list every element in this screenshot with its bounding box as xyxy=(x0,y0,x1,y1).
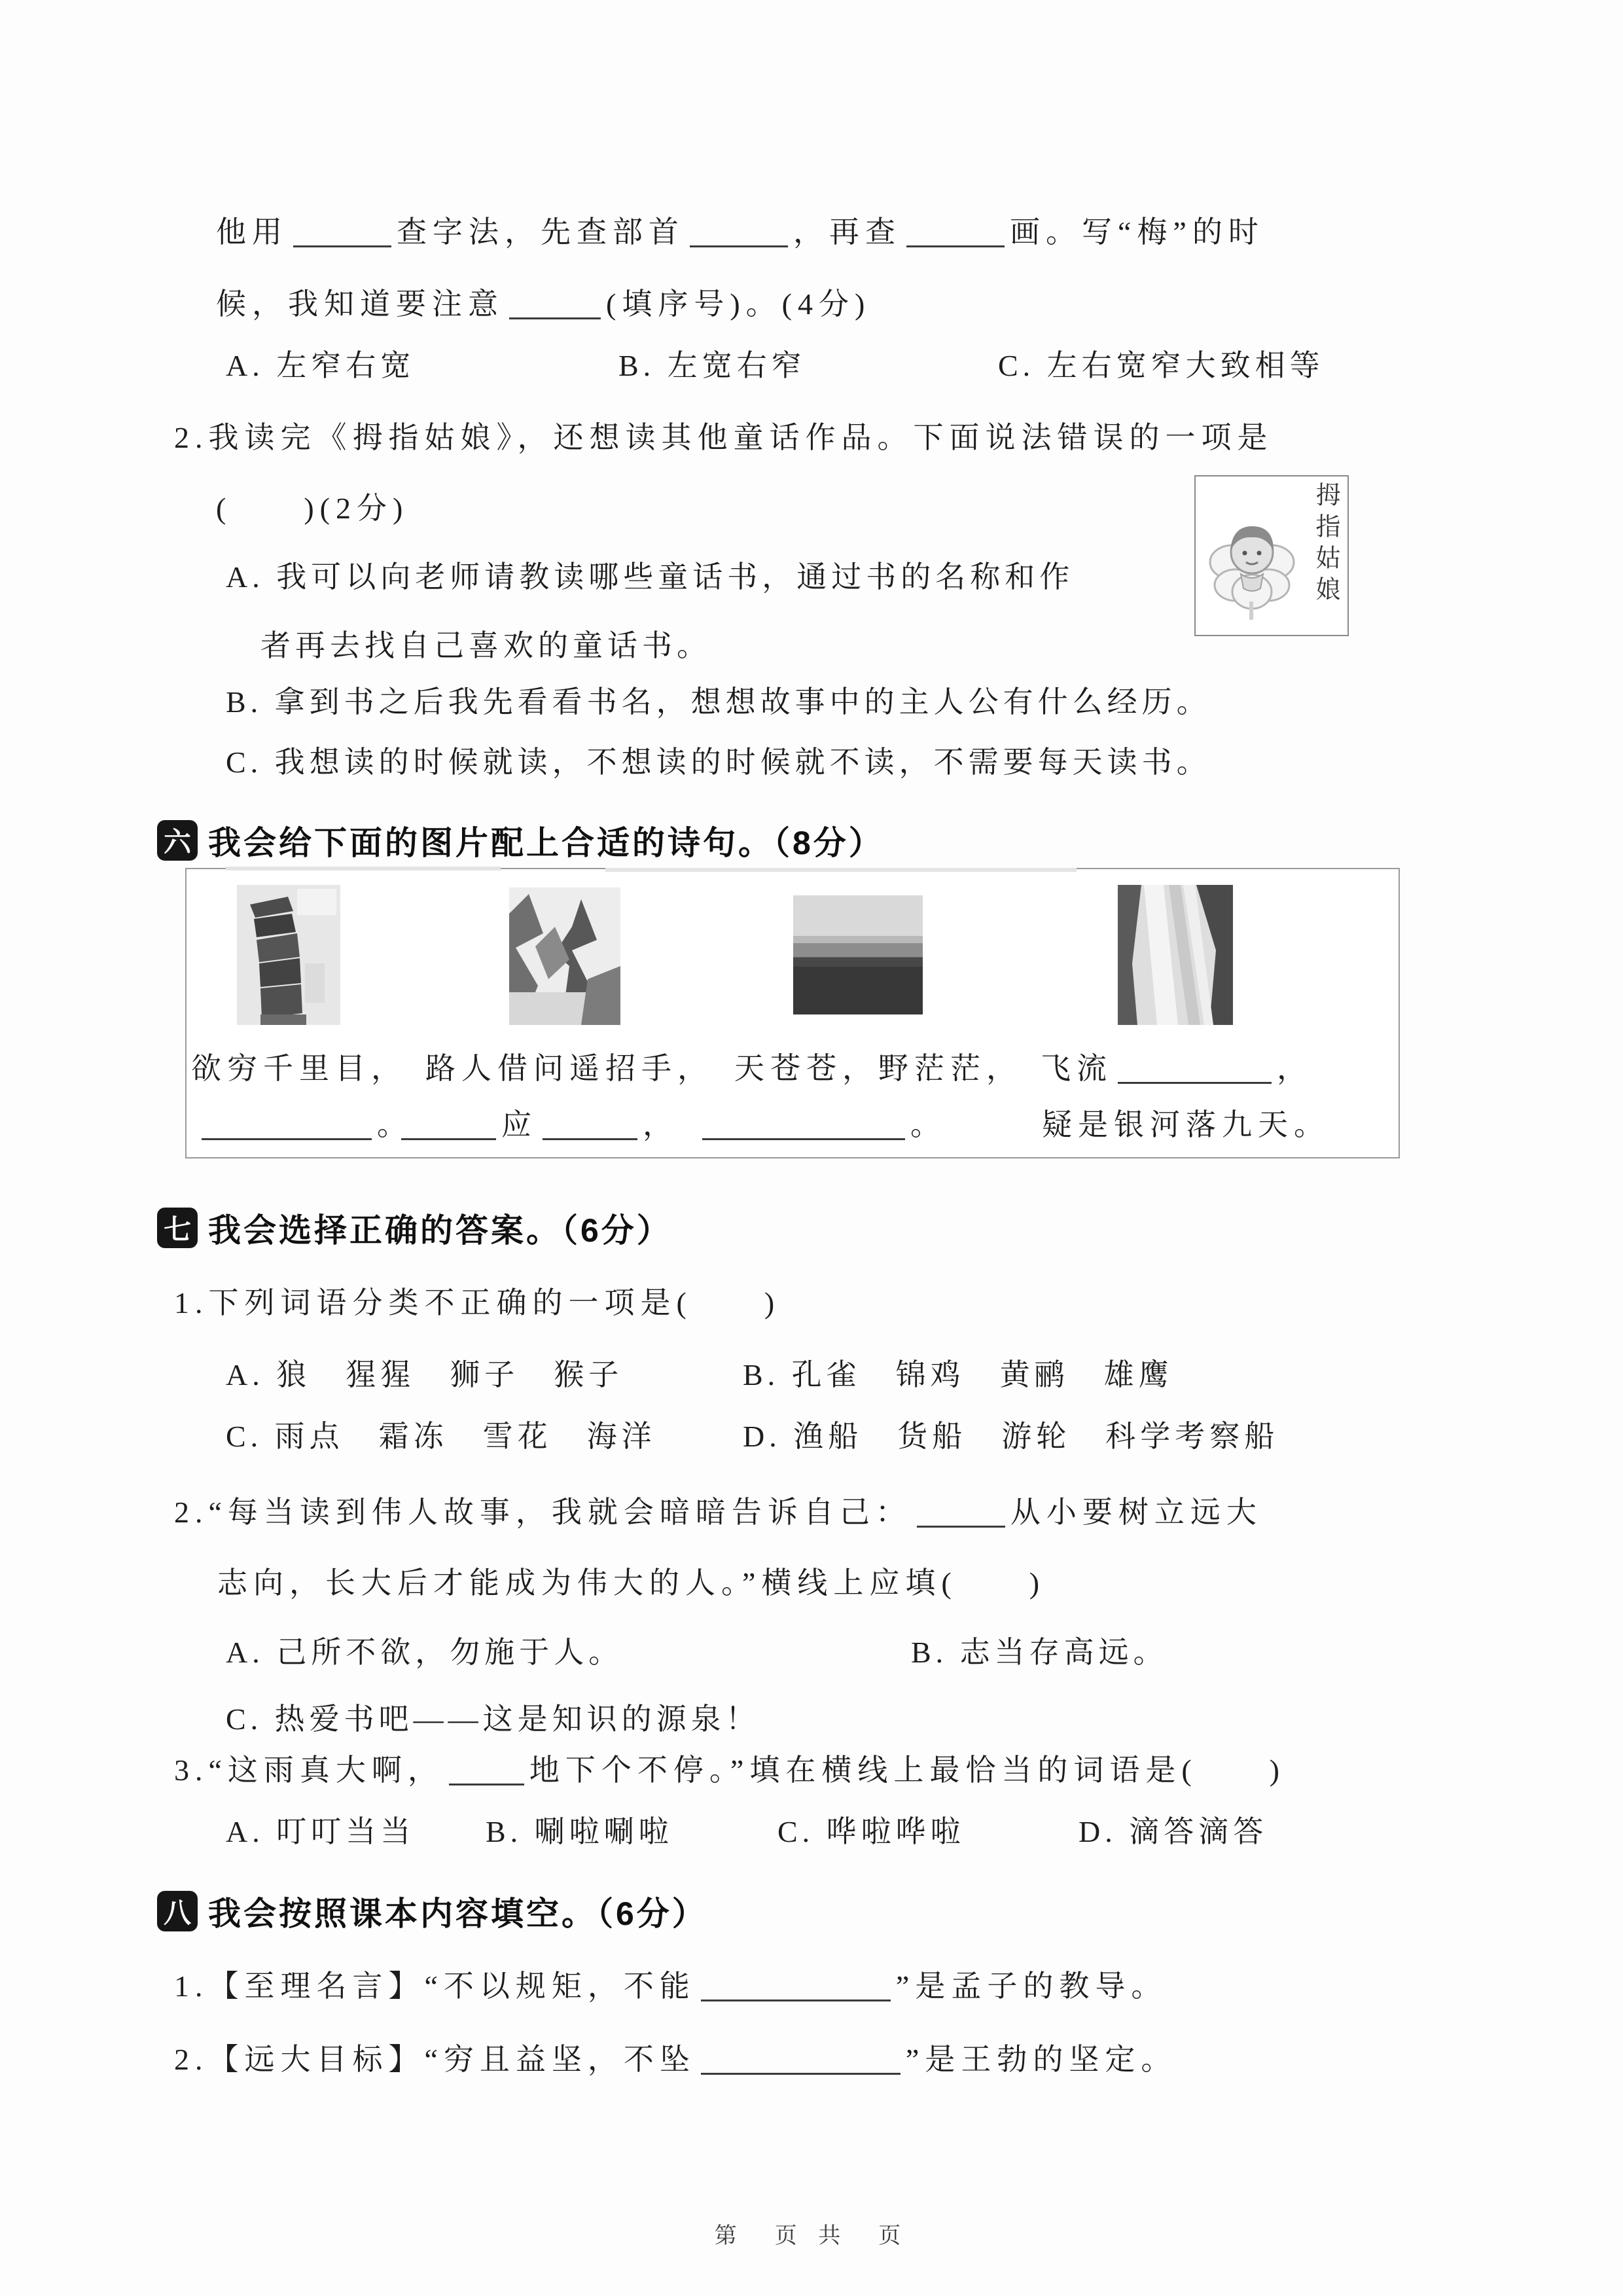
s8-line2-pre: 2.【远大目标】“穷且益坚，不坠 xyxy=(174,2043,696,2076)
q5-2-option-c: C. 我想读的时候就读，不想读的时候就不读，不需要每天读书。 xyxy=(226,745,1211,779)
s7-q3-option-a: A. 叮叮当当 xyxy=(226,1815,416,1848)
section-8-title: 我会按照课本内容填空。（6分） xyxy=(208,1895,707,1932)
section-6-number-badge: 六 xyxy=(157,820,198,861)
scan-smudge xyxy=(605,868,1077,872)
thumbelina-illustration-box xyxy=(1194,475,1349,636)
s7-q2-line1 xyxy=(174,1488,1262,1532)
s7-q3-post: 地下个不停。”填在横线上最恰当的词语是( ) xyxy=(529,1753,1285,1787)
q5-2-option-a-line2: 者再去找自己喜欢的童话书。 xyxy=(260,629,711,662)
section-8-header xyxy=(157,1888,707,1935)
section-7-header xyxy=(157,1204,672,1251)
q5-line1-seg4: 画。写“梅”的时 xyxy=(1010,215,1264,249)
s7-q1-option-a: A. 狼 猩猩 狮子 猴子 xyxy=(226,1358,624,1391)
fill-in-blank xyxy=(543,1130,637,1140)
page-footer: 第 页 共 页 xyxy=(714,2224,909,2248)
poem-answer-1 xyxy=(196,1101,413,1144)
q5-2-stem: 2.我读完《拇指姑娘》，还想读其他童话作品。下面说法错误的一项是 xyxy=(174,421,1274,454)
image-waterfall xyxy=(1118,885,1233,1028)
fill-in-blank xyxy=(702,1130,905,1140)
s7-q2-option-a: A. 己所不欲，勿施于人。 xyxy=(226,1636,624,1669)
section-6-header xyxy=(157,817,884,864)
s7-q3-option-b: B. 唰啦唰啦 xyxy=(486,1815,673,1848)
q5-option-a: A. 左窄右宽 xyxy=(226,349,416,382)
s8-line2-post: ”是王勃的坚定。 xyxy=(905,2043,1177,2076)
poem-answer-4: 疑是银河落九天。 xyxy=(1042,1108,1330,1141)
s7-q3-pre: 3.“这雨真大啊， xyxy=(174,1753,444,1787)
fill-in-blank xyxy=(293,238,391,247)
s7-q1-option-c: C. 雨点 霜冻 雪花 海洋 xyxy=(226,1420,656,1453)
image-mountain-with-trees xyxy=(509,888,620,1028)
poem-answer-3 xyxy=(697,1101,946,1144)
thumbelina-illustration-caption: 拇指姑娘 xyxy=(1311,482,1339,607)
q5-line2-pre: 候，我知道要注意 xyxy=(216,287,504,321)
q5-option-c: C. 左右宽窄大致相等 xyxy=(998,349,1325,382)
s7-q3-option-c: C. 哗啦哗啦 xyxy=(777,1815,965,1848)
poem-verse-1: 欲穷千里目， xyxy=(191,1052,407,1085)
fill-in-blank xyxy=(701,1992,891,2001)
s7-q3-option-d: D. 滴答滴答 xyxy=(1079,1815,1268,1848)
s8-line1 xyxy=(174,1962,1167,2005)
image-grassland-under-sky xyxy=(793,895,923,1014)
fill-in-blank xyxy=(401,1130,496,1140)
thumbelina-flower-girl-image xyxy=(1196,476,1308,635)
fill-in-blank xyxy=(449,1776,524,1785)
fill-in-blank xyxy=(202,1130,372,1140)
section-7-title: 我会选择正确的答案。（6分） xyxy=(208,1212,672,1249)
section-8-number-badge: 八 xyxy=(157,1891,198,1931)
poem-answer-2-mid: 应 xyxy=(501,1108,537,1141)
fill-in-blank xyxy=(509,310,601,319)
poem-verse-3: 天苍苍，野茫茫， xyxy=(734,1052,1022,1085)
poem-answer-3-punct: 。 xyxy=(910,1108,946,1141)
poem-verse-4-punct: ， xyxy=(1277,1052,1313,1085)
q5-line2 xyxy=(216,280,870,323)
section-7-number-badge: 七 xyxy=(157,1208,198,1248)
q5-2-answer-bracket: ( )(2分) xyxy=(216,492,409,525)
poem-verse-4 xyxy=(1041,1045,1313,1088)
fill-in-blank xyxy=(1118,1074,1272,1084)
q5-line2-post: (填序号)。(4分) xyxy=(606,287,871,321)
q5-line1-seg1: 他用 xyxy=(216,215,288,249)
s7-q3-stem xyxy=(174,1746,1285,1789)
s7-q2-line2: 志向，长大后才能成为伟大的人。”横线上应填( ) xyxy=(217,1566,1046,1600)
s7-q1-stem: 1.下列词语分类不正确的一项是( ) xyxy=(174,1286,781,1319)
q5-line1-seg3: ，再查 xyxy=(793,215,901,249)
q5-option-b: B. 左宽右窄 xyxy=(618,349,806,382)
s7-q2-option-c: C. 热爱书吧——这是知识的源泉！ xyxy=(226,1702,760,1736)
q5-2-option-b: B. 拿到书之后我先看看书名，想想故事中的主人公有什么经历。 xyxy=(226,685,1211,719)
scan-smudge xyxy=(226,867,501,870)
poem-verse-2: 路人借问遥招手， xyxy=(425,1052,713,1085)
s8-line2 xyxy=(174,2036,1177,2079)
section-6-title: 我会给下面的图片配上合适的诗句。（8分） xyxy=(208,825,884,861)
poem-verse-4-text: 飞流 xyxy=(1041,1052,1113,1085)
s7-q2-line1-post: 从小要树立远大 xyxy=(1010,1496,1262,1529)
s7-q1-option-d: D. 渔船 货船 游轮 科学考察船 xyxy=(743,1420,1279,1453)
s8-line1-pre: 1.【至理名言】“不以规矩，不能 xyxy=(174,1969,696,2003)
fill-in-blank xyxy=(917,1518,1005,1528)
fill-in-blank xyxy=(906,238,1005,247)
fill-in-blank xyxy=(690,238,788,247)
poem-answer-2-punct: ， xyxy=(643,1108,679,1141)
q5-line1 xyxy=(216,208,1264,251)
image-pagoda-tower xyxy=(237,885,340,1028)
s7-q2-line1-pre: 2.“每当读到伟人故事，我就会暗暗告诉自己： xyxy=(174,1496,912,1529)
s7-q2-option-b: B. 志当存高远。 xyxy=(911,1636,1168,1669)
fill-in-blank xyxy=(701,2065,901,2075)
s7-q1-option-b: B. 孔雀 锦鸡 黄鹂 雄鹰 xyxy=(743,1358,1173,1391)
poem-answer-2 xyxy=(396,1101,679,1144)
q5-2-option-a-line1: A. 我可以向老师请教读哪些童话书，通过书的名称和作 xyxy=(226,560,1075,594)
poem-answer-1-punct: 。 xyxy=(377,1108,413,1141)
s8-line1-post: ”是孟子的教导。 xyxy=(895,1969,1168,2003)
q5-line1-seg2: 查字法，先查部首 xyxy=(397,215,685,249)
